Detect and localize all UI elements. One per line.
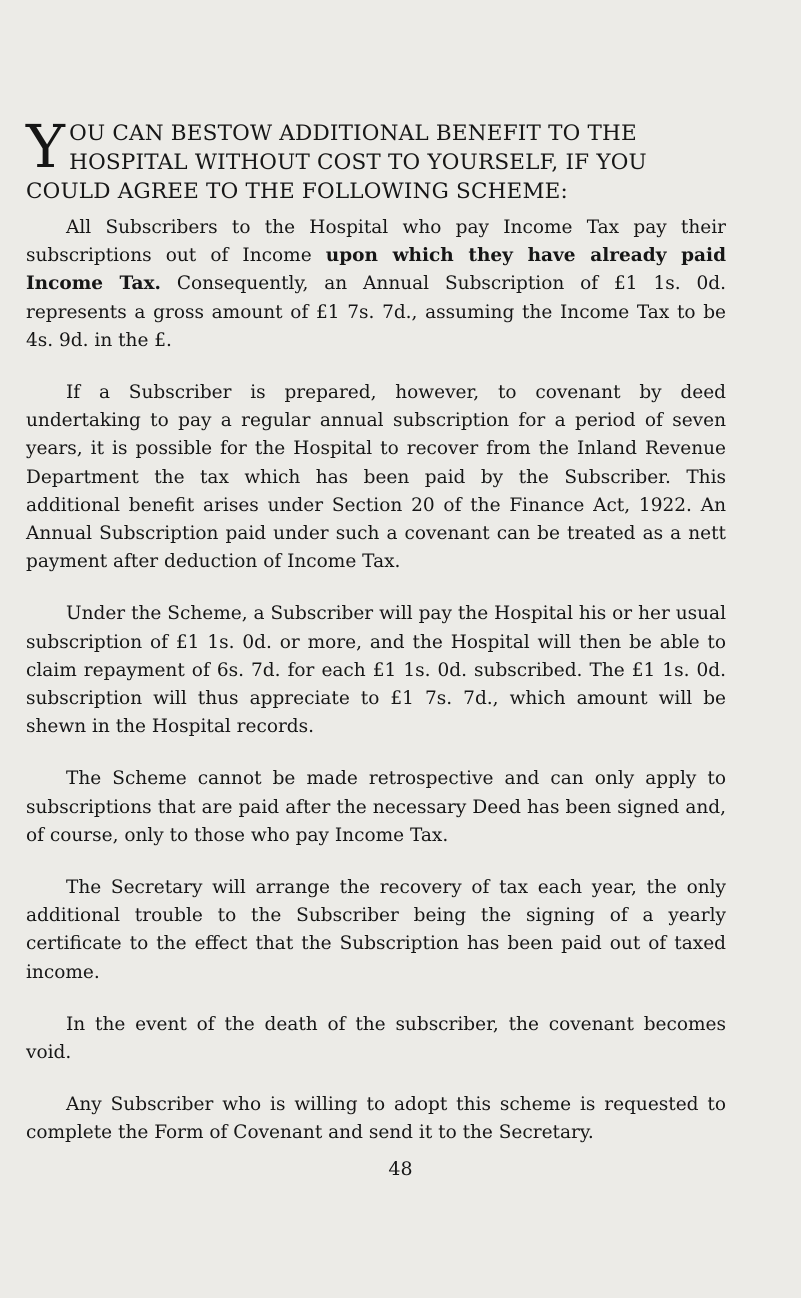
body-text <box>26 214 726 1172</box>
paragraph-scheme: Under the Scheme, a Subscriber will pay the Hospital his or her usual subscription of £1 1s. 0d. or more, and the Hospital will then be able to claim repayment of 6s. 7d. for each £1 1s. 0d. subscribed. The £1 1s. 0d. subscription will thus appreciate to £1 7s. 7d., which amount will be shewn in the Hospital records. <box>26 603 726 738</box>
paragraph-death: In the event of the death of the subscriber, the covenant becomes void. <box>26 1013 726 1064</box>
paragraph-retrospective: The Scheme cannot be made retrospective and can only apply to subscriptions that are paid after the necessary Deed has been signed and, of course, only to those who pay Income Tax. <box>26 768 726 846</box>
page-heading <box>26 112 731 206</box>
heading-text: OU CAN BESTOW ADDITIONAL BENEFIT TO THE HOSPITAL WITHOUT COST TO YOURSELF, IF YOU COULD AGREE TO THE FOLLOWING SCHEME: <box>26 121 647 204</box>
paragraph-secretary: The Secretary will arrange the recovery of tax each year, the only additional trouble to the Subscriber being the signing of a yearly certificate to the effect that the Subscription has been paid out of taxed income. <box>26 877 726 983</box>
paragraph-1-end: Consequently, an Annual Subscription of £1 1s. 0d. represents a gross amount of £1 7s. 7d., assuming the Income Tax to be 4s. 9d. in the £. <box>26 273 726 351</box>
paragraph-1-bold: upon which they have already paid Income Tax. <box>26 245 726 295</box>
paragraph-covenant: If a Subscriber is prepared, however, to covenant by deed undertaking to pay a regular annual subscription for a period of seven years, it is possible for the Hospital to recover from the Inland Revenue Department the tax which has been paid by the Subscriber. This additional benefit arises under Section 20 of the Finance Act, 1922. An Annual Subscription paid under such a covenant can be treated as a nett payment after deduction of Income Tax. <box>26 382 726 573</box>
paragraph-income-tax <box>26 214 726 355</box>
paragraph-adopt: Any Subscriber who is willing to adopt this scheme is requested to complete the Form of Covenant and send it to the Secretary. <box>26 1094 726 1144</box>
drop-cap: Y <box>26 112 66 181</box>
page-number: 48 <box>388 1158 413 1180</box>
paragraph-1-start: All Subscribers to the Hospital who pay Income Tax pay their subscriptions out of Income <box>26 217 726 267</box>
